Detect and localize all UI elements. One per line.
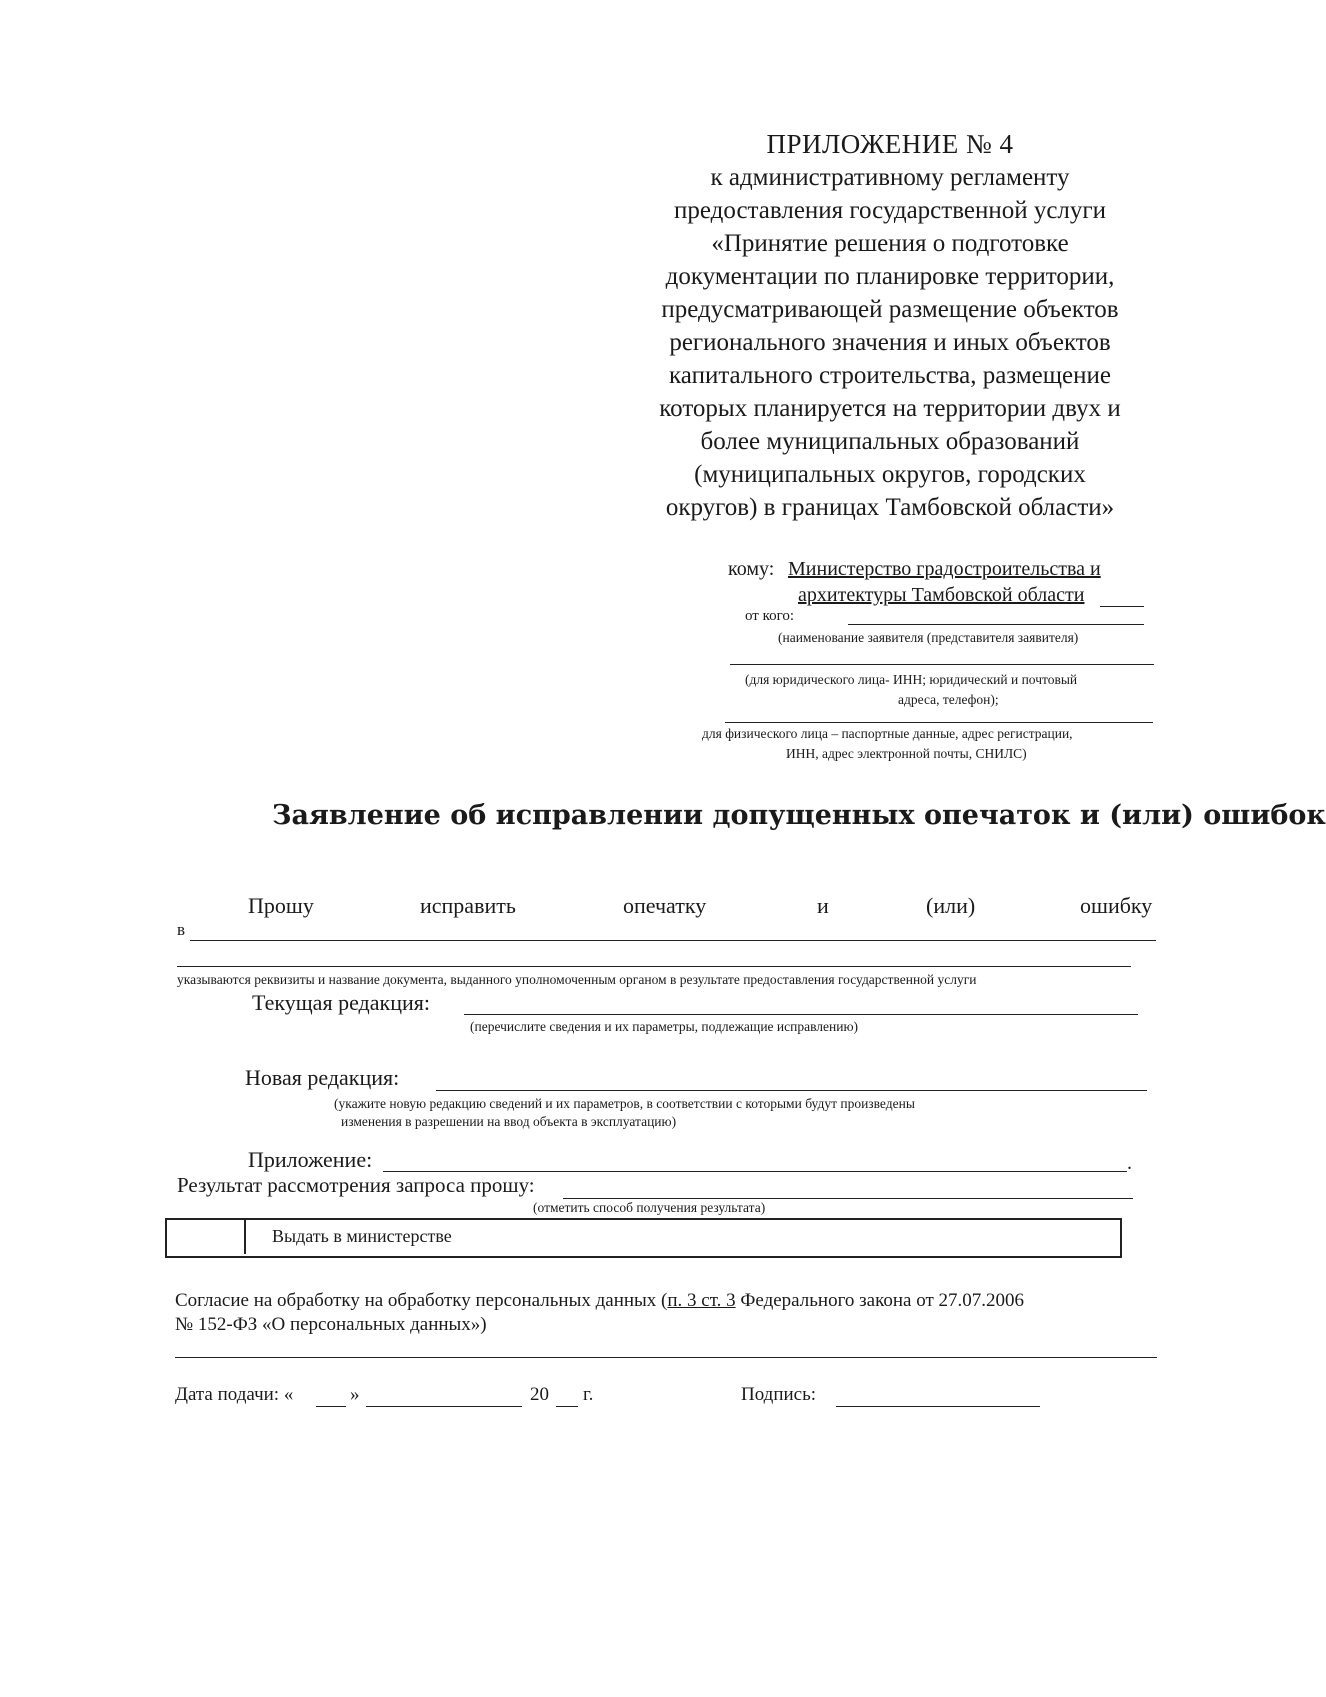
date-close: »	[350, 1384, 360, 1405]
consent-line-2: № 152-ФЗ «О персональных данных»)	[175, 1314, 487, 1335]
request-word: ошибку	[1080, 893, 1153, 918]
new-label: Новая редакция:	[245, 1065, 400, 1090]
hint-name: (наименование заявителя (представителя заявителя)	[778, 630, 1079, 645]
attachment-field[interactable]	[383, 1171, 1127, 1172]
consent-before: Согласие на обработку на обработку персональных данных (	[175, 1290, 668, 1311]
new-field[interactable]	[436, 1090, 1147, 1091]
to-line-2: архитектуры Тамбовской области	[798, 584, 1085, 606]
signature-label: Подпись:	[741, 1384, 817, 1405]
hint-legal-1: (для юридического лица- ИНН; юридический и почтовый	[745, 672, 1078, 687]
attachment-label: Приложение:	[248, 1147, 373, 1172]
result-label: Результат рассмотрения запроса прошу:	[177, 1173, 535, 1197]
current-field[interactable]	[464, 1014, 1138, 1015]
appendix-heading: ПРИЛОЖЕНИЕ № 4	[766, 129, 1014, 159]
appendix-line: (муниципальных округов, городских	[694, 461, 1086, 488]
appendix-line: более муниципальных образований	[700, 428, 1080, 455]
result-option-label: Выдать в министерстве	[272, 1226, 452, 1246]
consent-signature-field[interactable]	[175, 1357, 1157, 1358]
document-field[interactable]	[190, 940, 1156, 941]
appendix-line: которых планируется на территории двух и	[659, 395, 1121, 422]
from-field[interactable]	[848, 624, 1144, 625]
hint-person-2: ИНН, адрес электронной почты, СНИЛС)	[786, 746, 1027, 761]
document-field-2[interactable]	[177, 966, 1131, 967]
attachment-end: .	[1127, 1152, 1132, 1174]
date-month-field[interactable]	[366, 1406, 522, 1407]
result-option-checkbox[interactable]	[165, 1218, 246, 1254]
request-word: опечатку	[623, 893, 707, 918]
current-hint: (перечислите сведения и их параметры, подлежащие исправлению)	[470, 1019, 859, 1034]
hint-person-1: для физического лица – паспортные данные, адрес регистрации,	[702, 726, 1073, 741]
appendix-block	[620, 128, 1160, 524]
hint-document: указываются реквизиты и название документа, выданного уполномоченным органом в результате предоставления государственной услуги	[177, 972, 977, 987]
document-title: Заявление об исправлении допущенных опечаток и (или) ошибок	[272, 800, 1326, 831]
date-day-field[interactable]	[316, 1406, 346, 1407]
legal-field[interactable]	[730, 664, 1154, 665]
consent-law-link[interactable]: п. 3 ст. 3	[667, 1290, 736, 1311]
from-label: от кого:	[745, 608, 795, 624]
new-hint-2: изменения в разрешении на ввод объекта в эксплуатацию)	[341, 1114, 677, 1129]
request-word: исправить	[420, 893, 516, 918]
appendix-line: регионального значения и иных объектов	[669, 329, 1111, 356]
appendix-line: округов) в границах Тамбовской области»	[665, 494, 1115, 521]
signature-field[interactable]	[836, 1406, 1040, 1407]
appendix-line: предусматривающей размещение объектов	[661, 296, 1119, 323]
year-prefix: 20	[530, 1384, 549, 1405]
new-hint-1: (укажите новую редакцию сведений и их параметров, в соответствии с которыми будут произведены	[334, 1096, 915, 1111]
result-field[interactable]	[563, 1198, 1133, 1199]
appendix-line: капитального строительства, размещение	[669, 362, 1111, 389]
to-line-underline	[1100, 606, 1144, 607]
appendix-line: «Принятие решения о подготовке	[711, 230, 1069, 257]
hint-legal-2: адреса, телефон);	[898, 692, 999, 707]
request-word: (или)	[926, 893, 976, 918]
request-word: и	[817, 893, 829, 918]
consent-after: Федерального закона от 27.07.2006	[735, 1290, 1025, 1311]
appendix-line: к административному регламенту	[710, 164, 1070, 191]
to-line-1: Министерство градостроительства и	[788, 558, 1101, 580]
date-label: Дата подачи: «	[175, 1384, 294, 1405]
appendix-line: предоставления государственной услуги	[673, 197, 1107, 224]
consent-text	[175, 1290, 1024, 1312]
result-hint: (отметить способ получения результата)	[533, 1200, 766, 1215]
year-field[interactable]	[556, 1406, 578, 1407]
current-label: Текущая редакция:	[252, 990, 430, 1015]
to-label: кому:	[728, 558, 775, 580]
year-suffix: г.	[583, 1384, 594, 1405]
in-letter: в	[177, 920, 186, 939]
appendix-line: документации по планировке территории,	[665, 263, 1115, 290]
person-field[interactable]	[725, 722, 1153, 723]
request-word: Прошу	[248, 893, 314, 918]
